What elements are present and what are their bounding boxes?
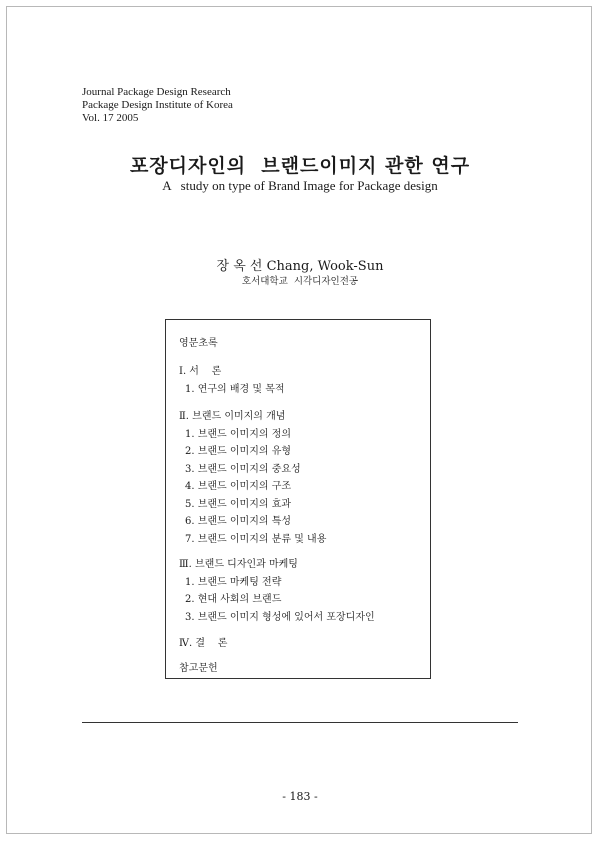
toc-item: 4. 브랜드 이미지의 구조 bbox=[185, 481, 292, 492]
toc-item: 1. 연구의 배경 및 목적 bbox=[185, 384, 285, 395]
toc-item: 5. 브랜드 이미지의 효과 bbox=[185, 499, 292, 510]
page-number: - 183 - bbox=[282, 790, 318, 803]
publisher-name: Package Design Institute of Korea bbox=[82, 99, 233, 111]
journal-name: Journal Package Design Research bbox=[82, 86, 231, 98]
footnote-divider bbox=[82, 722, 518, 723]
toc-item: 영문초록 bbox=[179, 338, 218, 349]
title-english: A study on type of Brand Image for Package design bbox=[162, 178, 438, 193]
toc-item: 2. 브랜드 이미지의 유형 bbox=[185, 446, 292, 457]
journal-volume: Vol. 17 2005 bbox=[82, 112, 139, 124]
table-of-contents bbox=[165, 319, 431, 679]
title-korean: 포장디자인의 브랜드이미지 관한 연구 bbox=[129, 155, 471, 177]
toc-item: 7. 브랜드 이미지의 분류 및 내용 bbox=[185, 534, 327, 545]
toc-section: Ⅲ. 브랜드 디자인과 마케팅 bbox=[179, 559, 298, 570]
toc-item: 참고문헌 bbox=[179, 663, 218, 674]
toc-section: Ⅱ. 브랜드 이미지의 개념 bbox=[179, 411, 286, 422]
toc-section: Ⅳ. 결 론 bbox=[179, 638, 228, 649]
author-affiliation: 호서대학교 시각디자인전공 bbox=[241, 276, 359, 287]
toc-item: 1. 브랜드 마케팅 전략 bbox=[185, 577, 282, 588]
author-name: 장 옥 선 Chang, Wook-Sun bbox=[216, 259, 384, 274]
toc-item: 3. 브랜드 이미지의 중요성 bbox=[185, 464, 301, 475]
toc-section: Ⅰ. 서 론 bbox=[179, 366, 222, 377]
toc-item: 2. 현대 사회의 브랜드 bbox=[185, 594, 282, 605]
toc-item: 6. 브랜드 이미지의 특성 bbox=[185, 516, 292, 527]
journal-info bbox=[82, 86, 233, 125]
toc-item: 3. 브랜드 이미지 형성에 있어서 포장디자인 bbox=[185, 612, 375, 623]
toc-item: 1. 브랜드 이미지의 정의 bbox=[185, 429, 292, 440]
